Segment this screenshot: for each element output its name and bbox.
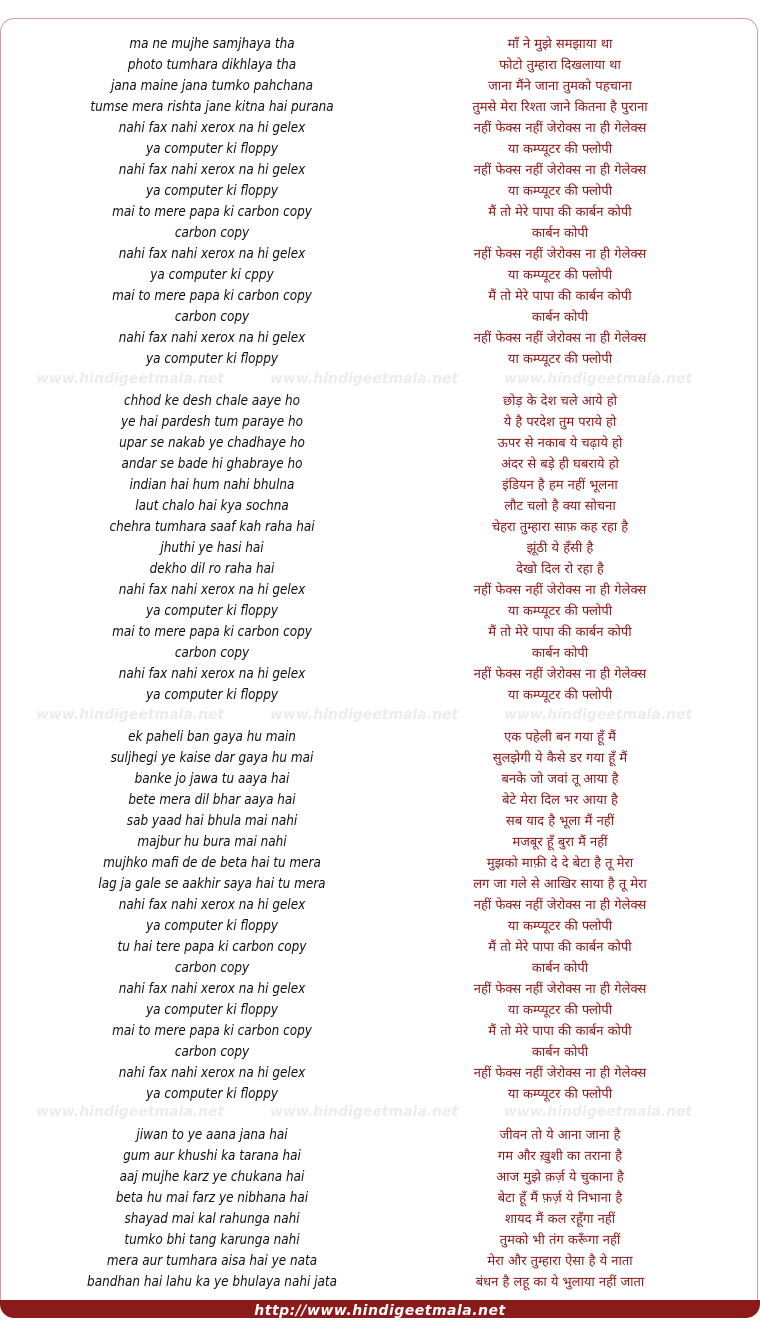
lyric-line-hindi: चेहरा तुम्हारा साफ़ कह रहा है [491, 520, 629, 535]
lyric-line-hindi: मैं तो मेरे पापा की कार्बन कोपी [488, 205, 632, 220]
watermark-text: www.hindigeetmala.net [504, 1104, 693, 1120]
stanza [0, 391, 760, 706]
lyric-line-hindi: नहीं फेक्स नहीं जेरोक्स ना ही गेलेक्स [473, 583, 647, 598]
lyric-line [0, 895, 760, 916]
lyric-line-hindi: बनके जो जवां तू आया है [501, 772, 619, 787]
lyric-line-english: sab yaad hai bhula mai nahi [126, 813, 298, 829]
lyric-line [0, 727, 760, 748]
lyric-line-hindi: कार्बन कोपी [531, 310, 589, 325]
lyric-line [0, 979, 760, 1000]
lyric-line-hindi: बेटे मेरा दिल भर आया है [502, 793, 618, 808]
lyric-line-english: laut chalo hai kya sochna [135, 498, 289, 514]
lyric-line-english: nahi fax nahi xerox na hi gelex [118, 120, 306, 136]
lyric-line-hindi: माँ ने मुझे समझाया था [507, 37, 613, 52]
lyric-line-english: mujhko mafi de de beta hai tu mera [103, 855, 321, 871]
lyric-line-english: carbon copy [174, 309, 250, 325]
lyric-line-english: upar se nakab ye chadhaye ho [119, 435, 305, 451]
lyric-line [0, 748, 760, 769]
lyric-line [0, 769, 760, 790]
lyric-line [0, 559, 760, 580]
lyric-line [0, 643, 760, 664]
lyric-line-hindi: शायद मैं कल रहूँगा नहीं [504, 1212, 616, 1227]
lyric-line-english: nahi fax nahi xerox na hi gelex [118, 162, 306, 178]
lyric-line-english: tu hai tere papa ki carbon copy [117, 939, 307, 955]
lyric-line-english: chhod ke desh chale aaye ho [123, 393, 301, 409]
lyric-line-english: carbon copy [174, 225, 250, 241]
lyric-line-english: photo tumhara dikhlaya tha [127, 57, 297, 73]
lyric-line-english: jiwan to ye aana jana hai [136, 1127, 288, 1143]
lyric-line-english: mai to mere papa ki carbon copy [112, 1023, 312, 1039]
lyric-line [0, 307, 760, 328]
lyric-line-hindi: गम और ख़ुशी का तराना है [497, 1149, 623, 1164]
lyric-line [0, 916, 760, 937]
lyric-line-hindi: नहीं फेक्स नहीं जेरोक्स ना ही गेलेक्स [473, 163, 647, 178]
lyric-line-english: ya computer ki floppy [146, 687, 278, 703]
lyric-line-hindi: छोड़ के देश चले आये हो [503, 394, 617, 409]
lyric-line-english: nahi fax nahi xerox na hi gelex [118, 330, 306, 346]
stanza [0, 727, 760, 1105]
lyric-line [0, 1125, 760, 1146]
lyric-line-english: banke jo jawa tu aaya hai [134, 771, 290, 787]
lyric-line-hindi: मैं तो मेरे पापा की कार्बन कोपी [488, 1024, 632, 1039]
lyric-line-hindi: नहीं फेक्स नहीं जेरोक्स ना ही गेलेक्स [473, 982, 647, 997]
lyric-line-hindi: नहीं फेक्स नहीं जेरोक्स ना ही गेलेक्स [473, 898, 647, 913]
lyric-line [0, 412, 760, 433]
lyric-line [0, 286, 760, 307]
lyric-line [0, 874, 760, 895]
lyric-line [0, 1251, 760, 1272]
lyric-line-english: majbur hu bura mai nahi [137, 834, 287, 850]
lyric-line [0, 76, 760, 97]
lyric-line [0, 811, 760, 832]
watermark-text: www.hindigeetmala.net [504, 707, 693, 723]
footer-bar [0, 1300, 760, 1318]
lyric-line-english: mai to mere papa ki carbon copy [112, 624, 312, 640]
footer-link[interactable]: http://www.hindigeetmala.net [254, 1303, 506, 1319]
lyric-line-hindi: कार्बन कोपी [531, 1045, 589, 1060]
lyric-line-hindi: अंदर से बड़े ही घबराये हो [501, 457, 619, 472]
lyric-line-hindi: फोटो तुम्हारा दिखलाया था [499, 58, 621, 73]
lyric-line [0, 1084, 760, 1105]
lyric-line-hindi: आज मुझे क़र्ज़ ये चुकाना है [496, 1170, 624, 1185]
lyric-line-english: ya computer ki floppy [146, 351, 278, 367]
lyric-line-hindi: या कम्प्यूटर की फ्लोपी [507, 1003, 613, 1018]
lyric-line [0, 328, 760, 349]
lyric-line-english: carbon copy [174, 1044, 250, 1060]
lyric-line-english: mai to mere papa ki carbon copy [112, 204, 312, 220]
lyric-line-english: nahi fax nahi xerox na hi gelex [118, 246, 306, 262]
lyric-line-hindi: मेरा और तुम्हारा ऐसा है ये नाता [487, 1254, 633, 1269]
lyric-line-english: indian hai hum nahi bhulna [129, 477, 295, 493]
lyric-line [0, 601, 760, 622]
lyric-line-english: shayad mai kal rahunga nahi [124, 1211, 300, 1227]
lyric-line-hindi: बेटा हूँ मैं फ़र्ज़ ये निभाना है [497, 1191, 623, 1206]
stanza [0, 34, 760, 370]
lyric-line-english: beta hu mai farz ye nibhana hai [115, 1190, 309, 1206]
lyric-line [0, 496, 760, 517]
lyric-line-english: aaj mujhe karz ye chukana hai [119, 1169, 305, 1185]
watermark-text: www.hindigeetmala.net [270, 1104, 459, 1120]
lyric-line [0, 622, 760, 643]
lyric-line-english: ya computer ki floppy [146, 1086, 278, 1102]
lyric-line-english: ye hai pardesh tum paraye ho [121, 414, 303, 430]
lyric-line [0, 160, 760, 181]
lyric-line [0, 664, 760, 685]
lyric-line-english: mai to mere papa ki carbon copy [112, 288, 312, 304]
lyric-line-hindi: या कम्प्यूटर की फ्लोपी [507, 1087, 613, 1102]
lyric-line [0, 853, 760, 874]
watermark-text: www.hindigeetmala.net [36, 371, 225, 387]
lyric-line-hindi: मुझको माफ़ी दे दे बेटा है तू मेरा [486, 856, 634, 871]
lyric-line [0, 181, 760, 202]
lyric-line [0, 1146, 760, 1167]
lyric-line [0, 1188, 760, 1209]
lyric-line-hindi: या कम्प्यूटर की फ्लोपी [507, 184, 613, 199]
watermark-text: www.hindigeetmala.net [270, 707, 459, 723]
lyric-line-english: nahi fax nahi xerox na hi gelex [118, 981, 306, 997]
lyric-line [0, 1063, 760, 1084]
lyric-line-english: mera aur tumhara aisa hai ye nata [106, 1253, 318, 1269]
lyric-line [0, 790, 760, 811]
lyric-line-hindi: जाना मैंने जाना तुमको पहचाना [488, 79, 632, 94]
lyric-line-hindi: कार्बन कोपी [531, 961, 589, 976]
lyric-line-english: ya computer ki cppy [150, 267, 274, 283]
stanza [0, 1125, 760, 1293]
lyric-line-hindi: तुमको भी तंग करूँगा नहीं [499, 1233, 621, 1248]
lyric-line [0, 937, 760, 958]
lyric-line-english: bandhan hai lahu ka ye bhulaya nahi jata [87, 1274, 337, 1290]
lyric-line-english: ya computer ki floppy [146, 141, 278, 157]
lyric-line-english: chehra tumhara saaf kah raha hai [109, 519, 315, 535]
lyric-line-hindi: या कम्प्यूटर की फ्लोपी [507, 688, 613, 703]
lyric-line-english: carbon copy [174, 645, 250, 661]
lyric-line-hindi: ये है परदेश तुम पराये हो [503, 415, 617, 430]
lyric-line [0, 685, 760, 706]
lyric-line-hindi: मैं तो मेरे पापा की कार्बन कोपी [488, 940, 632, 955]
lyric-line-hindi: सुलझेगी ये कैसे डर गया हूँ मैं [492, 751, 628, 766]
lyric-line [0, 475, 760, 496]
lyric-line-english: nahi fax nahi xerox na hi gelex [118, 666, 306, 682]
watermark-text: www.hindigeetmala.net [504, 371, 693, 387]
lyric-line-english: andar se bade hi ghabraye ho [121, 456, 303, 472]
lyric-line-english: ya computer ki floppy [146, 918, 278, 934]
lyric-line-hindi: एक पहेली बन गया हूँ मैं [504, 730, 616, 745]
lyric-line-english: ya computer ki floppy [146, 603, 278, 619]
lyric-line-hindi: ऊपर से नकाब ये चढ़ाये हो [497, 436, 623, 451]
lyric-line [0, 832, 760, 853]
lyric-line [0, 223, 760, 244]
lyric-line [0, 538, 760, 559]
lyric-line [0, 34, 760, 55]
lyric-line-english: jana maine jana tumko pahchana [111, 78, 313, 94]
lyric-line-english: nahi fax nahi xerox na hi gelex [118, 1065, 306, 1081]
lyric-line-english: ma ne mujhe samjhaya tha [129, 36, 295, 52]
lyric-line [0, 1000, 760, 1021]
lyric-line [0, 349, 760, 370]
lyric-line [0, 580, 760, 601]
lyric-line-english: suljhegi ye kaise dar gaya hu mai [110, 750, 314, 766]
lyric-line-hindi: लौट चलो है क्या सोचना [504, 499, 616, 514]
lyric-line [0, 118, 760, 139]
lyric-line-hindi: लग जा गले से आखिर साया है तू मेरा [473, 877, 647, 892]
lyric-line [0, 1021, 760, 1042]
lyric-line-english: bete mera dil bhar aaya hai [128, 792, 296, 808]
lyric-line-hindi: या कम्प्यूटर की फ्लोपी [507, 142, 613, 157]
lyric-line-hindi: या कम्प्यूटर की फ्लोपी [507, 352, 613, 367]
lyric-line-english: carbon copy [174, 960, 250, 976]
lyric-line-hindi: झूंठी ये हँसी है [526, 541, 594, 556]
lyric-line-hindi: मैं तो मेरे पापा की कार्बन कोपी [488, 625, 632, 640]
lyric-line-hindi: तुमसे मेरा रिश्ता जाने कितना है पुराना [472, 100, 648, 115]
lyric-line-hindi: बंधन है लहू का ये भुलाया नहीं जाता [475, 1275, 645, 1290]
watermark-text: www.hindigeetmala.net [270, 371, 459, 387]
lyric-line-english: dekho dil ro raha hai [149, 561, 275, 577]
lyric-line [0, 1272, 760, 1293]
watermark-row [0, 1103, 760, 1121]
lyric-line-hindi: कार्बन कोपी [531, 646, 589, 661]
lyric-line [0, 265, 760, 286]
lyric-line [0, 958, 760, 979]
lyric-line [0, 1209, 760, 1230]
lyric-line-hindi: नहीं फेक्स नहीं जेरोक्स ना ही गेलेक्स [473, 331, 647, 346]
lyric-line-english: jhuthi ye hasi hai [160, 540, 264, 556]
lyric-line [0, 97, 760, 118]
watermark-text: www.hindigeetmala.net [36, 707, 225, 723]
lyric-line [0, 55, 760, 76]
lyric-line [0, 433, 760, 454]
lyric-line-english: nahi fax nahi xerox na hi gelex [118, 897, 306, 913]
lyric-line-hindi: सब याद है भूला मैं नहीं [505, 814, 615, 829]
lyric-line-english: ya computer ki floppy [146, 1002, 278, 1018]
lyric-line-english: nahi fax nahi xerox na hi gelex [118, 582, 306, 598]
lyric-line-english: lag ja gale se aakhir saya hai tu mera [98, 876, 326, 892]
lyric-line-english: gum aur khushi ka tarana hai [123, 1148, 301, 1164]
lyric-line-hindi: कार्बन कोपी [531, 226, 589, 241]
lyric-line [0, 244, 760, 265]
lyric-line-hindi: नहीं फेक्स नहीं जेरोक्स ना ही गेलेक्स [473, 667, 647, 682]
watermark-text: www.hindigeetmala.net [36, 1104, 225, 1120]
lyric-line-hindi: या कम्प्यूटर की फ्लोपी [507, 268, 613, 283]
lyric-line-hindi: मजबूर हूँ बुरा मैं नहीं [512, 835, 608, 850]
lyric-line-hindi: जीवन तो ये आना जाना है [499, 1128, 621, 1143]
lyric-line [0, 454, 760, 475]
lyric-line-english: ek paheli ban gaya hu main [128, 729, 296, 745]
watermark-row [0, 706, 760, 724]
lyric-line-hindi: मैं तो मेरे पापा की कार्बन कोपी [488, 289, 632, 304]
lyric-line-hindi: देखो दिल रो रहा है [516, 562, 604, 577]
lyric-line-english: ya computer ki floppy [146, 183, 278, 199]
lyric-line-hindi: या कम्प्यूटर की फ्लोपी [507, 919, 613, 934]
lyric-line-hindi: नहीं फेक्स नहीं जेरोक्स ना ही गेलेक्स [473, 247, 647, 262]
lyric-line-english: tumse mera rishta jane kitna hai purana [90, 99, 334, 115]
lyric-line [0, 391, 760, 412]
lyric-line-hindi: नहीं फेक्स नहीं जेरोक्स ना ही गेलेक्स [473, 121, 647, 136]
lyric-line-hindi: या कम्प्यूटर की फ्लोपी [507, 604, 613, 619]
lyric-line [0, 202, 760, 223]
lyric-line [0, 1230, 760, 1251]
lyric-line-hindi: इंडियन है हम नहीं भूलना [502, 478, 618, 493]
lyric-line-hindi: नहीं फेक्स नहीं जेरोक्स ना ही गेलेक्स [473, 1066, 647, 1081]
lyric-line [0, 1042, 760, 1063]
lyric-line-english: tumko bhi tang karunga nahi [124, 1232, 300, 1248]
lyric-line [0, 517, 760, 538]
watermark-row [0, 370, 760, 388]
lyric-line [0, 139, 760, 160]
lyric-line [0, 1167, 760, 1188]
